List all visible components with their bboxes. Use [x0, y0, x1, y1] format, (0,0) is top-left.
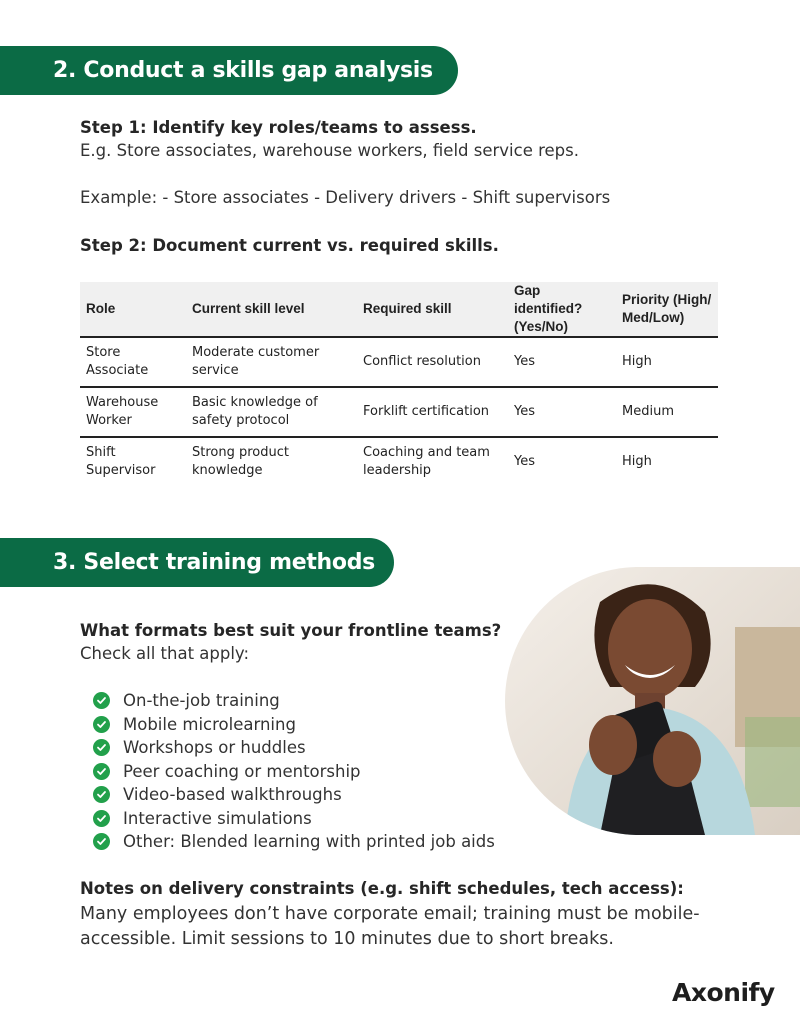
section-2-banner	[0, 46, 458, 95]
table-header-row	[80, 282, 718, 337]
section-2-title: 2. Conduct a skills gap analysis	[53, 58, 433, 83]
check-circle-icon	[93, 692, 110, 709]
axonify-logo: Axonify	[672, 978, 775, 1007]
table-cell: Strong product knowledge	[192, 445, 289, 478]
employee-photo	[505, 567, 800, 835]
formats-instruction: Check all that apply:	[80, 644, 250, 663]
table-row	[80, 387, 718, 437]
table-row	[80, 437, 718, 486]
table-cell: Yes	[514, 454, 535, 469]
table-header-cell: Role	[80, 282, 186, 337]
notes-heading: Notes on delivery constraints (e.g. shift schedules, tech access):	[80, 879, 684, 898]
check-circle-icon	[93, 810, 110, 827]
table-cell: Store Associate	[80, 337, 186, 387]
list-item	[93, 783, 495, 807]
check-circle-icon	[93, 763, 110, 780]
check-circle-icon	[93, 739, 110, 756]
table-cell: High	[616, 337, 718, 387]
example-text: Example: - Store associates - Delivery drivers - Shift supervisors	[80, 188, 611, 207]
section-3-title: 3. Select training methods	[53, 550, 375, 575]
table-header-cell: Priority (High/ Med/Low)	[616, 282, 718, 337]
table-cell: Shift Supervisor	[86, 445, 156, 478]
training-methods-list	[93, 689, 495, 854]
list-item	[93, 689, 495, 713]
skills-gap-table	[80, 282, 718, 486]
list-item-label: Interactive simulations	[123, 808, 312, 828]
table-row	[80, 337, 718, 387]
table-header-cell: Current skill level	[186, 282, 357, 337]
list-item	[93, 760, 495, 784]
notes-line-2: accessible. Limit sessions to 10 minutes due to short breaks.	[80, 929, 614, 949]
step-1-heading: Step 1: Identify key roles/teams to assess.	[80, 118, 477, 137]
list-item-label: Peer coaching or mentorship	[123, 761, 361, 781]
table-cell: Forklift certification	[357, 387, 508, 437]
list-item	[93, 807, 495, 831]
table-cell: Moderate customer service	[186, 337, 357, 387]
step-1-text: E.g. Store associates, warehouse workers, field service reps.	[80, 141, 579, 160]
list-item-label: Other: Blended learning with printed job aids	[123, 832, 495, 852]
table-header-cell: Required skill	[357, 282, 508, 337]
list-item	[93, 830, 495, 854]
table-header-cell: Gap identified? (Yes/No)	[508, 282, 616, 337]
list-item-label: Video-based walkthroughs	[123, 785, 342, 805]
table-cell: High	[622, 454, 652, 469]
check-circle-icon	[93, 833, 110, 850]
section-3-banner	[0, 538, 394, 587]
check-circle-icon	[93, 716, 110, 733]
list-item-label: Workshops or huddles	[123, 738, 306, 758]
notes-line-1: Many employees don’t have corporate email; training must be mobile-	[80, 904, 700, 924]
check-circle-icon	[93, 786, 110, 803]
list-item	[93, 736, 495, 760]
table-cell: Warehouse Worker	[80, 387, 186, 437]
table-cell: Basic knowledge of safety protocol	[186, 387, 357, 437]
table-cell: Conflict resolution	[357, 337, 508, 387]
table-cell: Medium	[616, 387, 718, 437]
formats-question: What formats best suit your frontline teams?	[80, 621, 502, 640]
table-cell: Yes	[508, 337, 616, 387]
step-2-heading: Step 2: Document current vs. required skills.	[80, 236, 499, 255]
list-item	[93, 713, 495, 737]
list-item-label: Mobile microlearning	[123, 714, 296, 734]
table-cell: Yes	[508, 387, 616, 437]
list-item-label: On-the-job training	[123, 691, 280, 711]
table-cell: Coaching and team leadership	[363, 445, 490, 478]
